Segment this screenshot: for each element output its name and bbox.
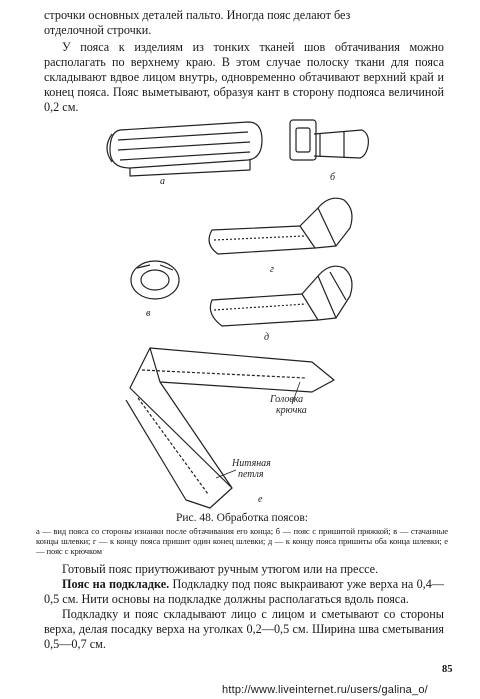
- thread-loop-label: Нитяная: [232, 458, 271, 469]
- bottom-text-block: [44, 562, 444, 652]
- paragraph: Подкладку и пояс складывают лицо с лицом и сметывают со стороны верха, делая посадку верха на уголках 0,2—0,5 см. Ширина шва сметывания 0,5—0,7 см.: [44, 607, 444, 651]
- belt-with-loop-illustration-g: [209, 198, 352, 254]
- paragraph: Готовый пояс приутюживают ручным утюгом или на прессе.: [62, 562, 379, 576]
- paragraph: [44, 577, 444, 607]
- figure-caption: [36, 512, 448, 556]
- belt-with-loop-illustration-d: [210, 266, 352, 326]
- fig-label-v: в: [146, 308, 151, 319]
- text-line: строчки основных деталей пальто. Иногда пояс делают без: [44, 8, 351, 22]
- fig-label-d: д: [264, 332, 270, 343]
- caption-title: Рис. 48. Обработка поясов:: [176, 512, 308, 524]
- belt-end-illustration-a: [107, 122, 262, 176]
- belt-loop-illustration-v: [131, 261, 179, 299]
- hook-head-label: Головка: [270, 394, 304, 405]
- belt-with-hook-illustration-e: [126, 348, 334, 508]
- fig-label-g: г: [270, 264, 274, 275]
- hook-head-label: крючка: [276, 405, 307, 416]
- page-number: 85: [442, 664, 453, 675]
- watermark-url: http://www.liveinternet.ru/users/galina_o/: [222, 684, 428, 696]
- section-heading: Пояс на подкладке.: [62, 577, 170, 591]
- text-line: отделочной строчки.: [44, 23, 152, 37]
- fig-label-a: а: [160, 176, 165, 187]
- fig-label-b: б: [330, 172, 336, 183]
- thread-loop-label: петля: [238, 469, 264, 480]
- fig-label-e: е: [258, 494, 263, 505]
- belt-buckle-illustration-b: [290, 120, 368, 160]
- paragraph: У пояса к изделиям из тонких тканей шов обтачивания можно располагать по верхнему краю. В этом случае полоску ткани для пояса складывают вдвое лицом внутрь, одновременно обтачивают верхний край и конец пояса. Пояс выметывают, образуя кант в сторону подпояса величиной 0,2 см.: [44, 40, 444, 114]
- caption-body: а — вид пояса со стороны изнанки после обтачивания его конца; б — пояс с пришитой пряжкой; в — стачанные концы шлевки; г — к концу пояса пришит один конец шлевки; д — к концу пояса пришиты оба конца шлевки; е — пояс с крючком: [36, 526, 448, 556]
- paragraph-text: Подкладку под пояс выкраивают уже верха на 0,4—0,5 см. Нити основы на подкладке должны располагаться вдоль пояса.: [44, 577, 444, 606]
